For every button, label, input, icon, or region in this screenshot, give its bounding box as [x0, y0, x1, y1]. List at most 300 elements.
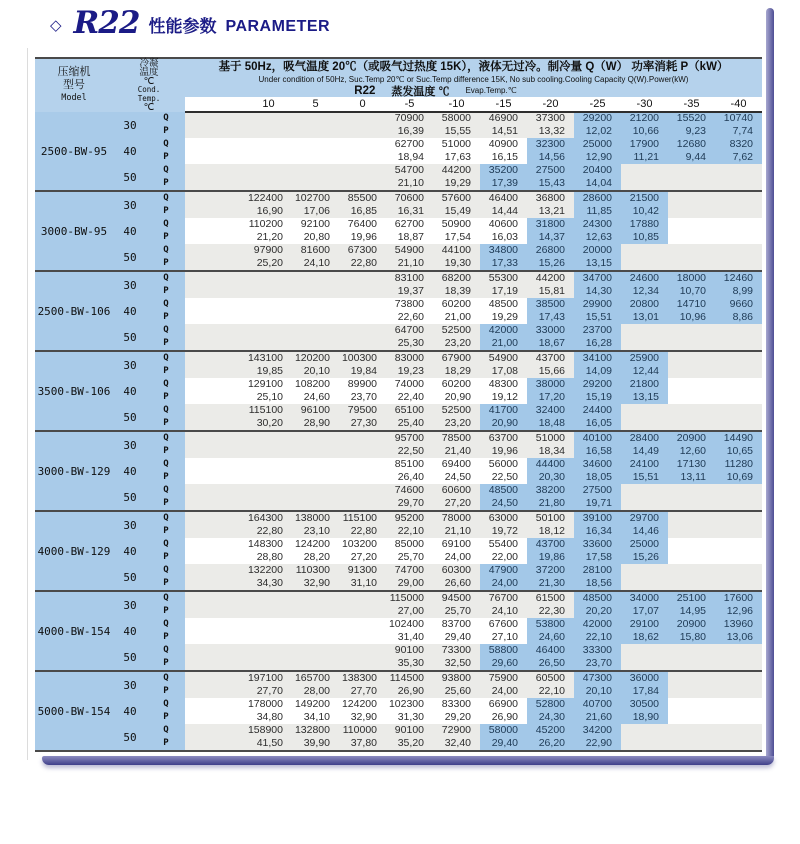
value-cell: 10,85 [621, 231, 668, 244]
value-cell [292, 445, 339, 458]
value-cell [245, 497, 292, 511]
value-cell: 22,10 [527, 685, 574, 698]
spacer-cell [185, 484, 245, 497]
value-cell [245, 631, 292, 644]
value-cell: 54900 [386, 244, 433, 257]
qp-row-label: Q [147, 351, 185, 365]
value-cell: 46400 [480, 191, 527, 205]
spacer-cell [185, 618, 245, 631]
value-cell: 31,10 [339, 577, 386, 591]
value-cell: 26800 [527, 244, 574, 257]
qp-row-label: Q [147, 644, 185, 657]
model-block [35, 351, 762, 431]
value-cell: 115100 [245, 404, 292, 417]
value-cell: 81600 [292, 244, 339, 257]
value-cell: 95200 [386, 511, 433, 525]
value-cell: 26,40 [397, 471, 424, 483]
value-cell: 13,15 [621, 391, 668, 404]
value-cell: 66900 [488, 698, 518, 710]
value-cell: 13,01 [621, 311, 668, 324]
value-cell: 28,20 [303, 551, 330, 563]
value-cell [292, 164, 339, 177]
cond-header-line: ℃ [143, 75, 155, 87]
qp-row-label: P [147, 577, 185, 591]
value-cell [245, 591, 292, 605]
qp-row-label: Q [147, 511, 185, 525]
value-cell: 32,50 [433, 657, 480, 671]
value-cell: 19,85 [245, 365, 292, 378]
value-cell: 51000 [527, 431, 574, 445]
value-cell: 58000 [480, 724, 527, 737]
value-cell: 18,62 [621, 631, 668, 644]
value-cell: 22,00 [491, 551, 518, 563]
model-name: 3000-BW-129 [35, 431, 113, 511]
value-cell: 11280 [715, 458, 762, 471]
value-cell: 35200 [480, 164, 527, 177]
value-cell: 16,85 [339, 205, 386, 218]
value-cell: 7,62 [715, 151, 762, 164]
value-cell: 32300 [527, 138, 574, 151]
spacer-cell [185, 551, 245, 564]
cond-temp-value: 50 [113, 564, 147, 591]
value-cell: 60200 [441, 298, 471, 310]
value-cell: 115100 [339, 511, 386, 525]
value-cell: 24,00 [480, 577, 527, 591]
value-cell: 21,00 [480, 337, 527, 351]
qp-row-label: Q [147, 271, 185, 285]
evap-temp-tick: -5 [404, 98, 415, 110]
spacer-cell [185, 177, 245, 191]
value-cell: 103200 [341, 538, 377, 550]
value-cell: 10,66 [621, 125, 668, 138]
value-cell [621, 644, 668, 657]
value-cell [668, 378, 715, 391]
value-cell: 60200 [441, 378, 471, 390]
value-cell [715, 497, 762, 511]
value-cell: 14,46 [621, 525, 668, 538]
value-cell: 12,90 [574, 151, 621, 164]
value-cell: 28400 [621, 431, 668, 445]
page-title [50, 5, 331, 41]
value-cell [715, 657, 762, 671]
value-cell [292, 298, 339, 311]
qp-row-label: Q [147, 431, 185, 445]
spacer-cell [185, 417, 245, 431]
data-row [35, 538, 762, 551]
value-cell: 108200 [294, 378, 330, 390]
qp-row-label: P [147, 551, 185, 564]
value-cell: 21800 [621, 378, 668, 391]
value-cell: 69100 [441, 538, 471, 550]
model-name: 4000-BW-154 [35, 591, 113, 671]
value-cell: 158900 [245, 724, 292, 737]
value-cell: 90100 [386, 644, 433, 657]
spacer-cell [185, 151, 245, 164]
value-cell [339, 151, 386, 164]
value-cell: 17130 [668, 458, 715, 471]
value-cell: 24,50 [480, 497, 527, 511]
value-cell: 73800 [394, 298, 424, 310]
value-cell [668, 685, 715, 698]
value-cell: 138300 [339, 671, 386, 685]
value-cell [668, 564, 715, 577]
value-cell: 96100 [292, 404, 339, 417]
cond-header-line: 温度 [139, 66, 159, 78]
value-cell: 21,10 [386, 177, 433, 191]
value-cell [668, 417, 715, 431]
value-cell: 20,90 [444, 391, 471, 403]
value-cell: 132200 [245, 564, 292, 577]
value-cell [715, 484, 762, 497]
param-table [35, 112, 762, 752]
qp-row-label: P [147, 391, 185, 404]
cond-temp-value: 40 [113, 618, 147, 644]
value-cell: 14490 [715, 431, 762, 445]
cond-temp-value: 40 [113, 138, 147, 164]
value-cell [245, 657, 292, 671]
value-cell: 148300 [247, 538, 283, 550]
value-cell: 83300 [441, 698, 471, 710]
value-cell: 24,10 [292, 257, 339, 271]
value-cell [292, 337, 339, 351]
model-block [35, 112, 762, 191]
value-cell [292, 112, 339, 125]
model-name: 2500-BW-106 [35, 271, 113, 351]
value-cell: 33000 [527, 324, 574, 337]
value-cell [292, 271, 339, 285]
value-cell [668, 391, 715, 404]
value-cell [621, 324, 668, 337]
cond-temp-value: 40 [113, 218, 147, 244]
value-cell [668, 231, 715, 244]
value-cell: 24,00 [480, 685, 527, 698]
value-cell: 16,28 [574, 337, 621, 351]
value-cell: 34,10 [303, 711, 330, 723]
qp-row-label: Q [147, 164, 185, 177]
value-cell: 70600 [386, 191, 433, 205]
value-cell: 18,39 [433, 285, 480, 298]
value-cell [715, 551, 762, 564]
data-row [35, 511, 762, 525]
value-cell: 12460 [715, 271, 762, 285]
value-cell: 68200 [433, 271, 480, 285]
value-cell [668, 205, 715, 218]
spacer-cell [185, 711, 245, 724]
value-cell [715, 164, 762, 177]
value-cell: 24300 [574, 218, 621, 231]
value-cell: 40700 [574, 698, 621, 711]
value-cell: 13,15 [574, 257, 621, 271]
value-cell: 102700 [292, 191, 339, 205]
value-cell [715, 577, 762, 591]
value-cell: 10,96 [668, 311, 715, 324]
value-cell [292, 591, 339, 605]
spacer-cell [185, 324, 245, 337]
value-cell [292, 151, 339, 164]
model-name: 2500-BW-95 [35, 112, 113, 191]
qp-row-label: Q [147, 618, 185, 631]
value-cell: 124200 [341, 698, 377, 710]
value-cell: 90100 [386, 724, 433, 737]
value-cell: 19,96 [480, 445, 527, 458]
value-cell: 40600 [488, 218, 518, 230]
value-cell: 60600 [433, 484, 480, 497]
value-cell: 22,90 [574, 737, 621, 751]
value-cell [668, 511, 715, 525]
value-cell: 28,90 [292, 417, 339, 431]
value-cell: 30,20 [245, 417, 292, 431]
value-cell: 24,60 [303, 391, 330, 403]
value-cell [668, 324, 715, 337]
value-cell: 132800 [292, 724, 339, 737]
data-row [35, 218, 762, 231]
value-cell: 18,87 [397, 231, 424, 243]
evap-temp-tick: -20 [542, 98, 559, 110]
value-cell [245, 285, 292, 298]
table-header [35, 57, 762, 112]
value-cell: 26,50 [527, 657, 574, 671]
value-cell: 83100 [386, 271, 433, 285]
qp-row-label: Q [147, 298, 185, 311]
value-cell: 23,20 [433, 337, 480, 351]
qp-row-label: P [147, 605, 185, 618]
value-cell: 14710 [668, 298, 715, 311]
value-cell [668, 577, 715, 591]
value-cell: 27,30 [339, 417, 386, 431]
qp-row-label: Q [147, 484, 185, 497]
value-cell [668, 551, 715, 564]
value-cell: 27,70 [339, 685, 386, 698]
value-cell: 36000 [621, 671, 668, 685]
value-cell: 40900 [488, 138, 518, 150]
value-cell: 63700 [480, 431, 527, 445]
value-cell: 24,30 [527, 711, 574, 724]
value-cell: 11,85 [574, 205, 621, 218]
value-cell [715, 417, 762, 431]
value-cell: 14,56 [527, 151, 574, 164]
value-cell [715, 404, 762, 417]
value-cell: 75900 [480, 671, 527, 685]
qp-row-label: Q [147, 698, 185, 711]
value-cell: 25900 [621, 351, 668, 365]
value-cell: 34,30 [245, 577, 292, 591]
value-cell: 76400 [347, 218, 377, 230]
value-cell: 17,08 [480, 365, 527, 378]
value-cell: 27,20 [350, 551, 377, 563]
value-cell: 19,30 [433, 257, 480, 271]
value-cell [621, 737, 668, 751]
spacer-cell [185, 404, 245, 417]
spacer-cell [185, 112, 245, 125]
value-cell: 24,10 [480, 605, 527, 618]
value-cell: 43700 [527, 538, 574, 551]
value-cell: 17,54 [444, 231, 471, 243]
value-cell: 18,48 [527, 417, 574, 431]
value-cell: 197100 [245, 671, 292, 685]
value-cell: 12,96 [715, 605, 762, 618]
value-cell [621, 484, 668, 497]
qp-row-label: P [147, 737, 185, 751]
value-cell: 12680 [668, 138, 715, 151]
value-cell [339, 484, 386, 497]
value-cell [668, 698, 715, 711]
value-cell [621, 177, 668, 191]
value-cell [245, 311, 292, 324]
value-cell: 28100 [574, 564, 621, 577]
value-cell: 22,60 [397, 311, 424, 323]
value-cell [715, 737, 762, 751]
spacer-cell [185, 737, 245, 751]
value-cell: 27,20 [433, 497, 480, 511]
value-cell: 11,21 [621, 151, 668, 164]
value-cell: 8320 [715, 138, 762, 151]
value-cell: 76700 [480, 591, 527, 605]
value-cell: 53800 [527, 618, 574, 631]
refrigerant-label: R22 [354, 84, 376, 97]
value-cell [621, 244, 668, 257]
value-cell: 22,50 [491, 471, 518, 483]
cond-temp-value: 50 [113, 244, 147, 271]
value-cell: 178000 [247, 698, 283, 710]
qp-row-label: P [147, 631, 185, 644]
value-cell: 43700 [527, 351, 574, 365]
value-cell: 18,67 [527, 337, 574, 351]
qp-row-label: P [147, 685, 185, 698]
value-cell: 29200 [574, 112, 621, 125]
value-cell [621, 657, 668, 671]
model-block [35, 431, 762, 511]
value-cell: 48500 [574, 591, 621, 605]
qp-row-label: Q [147, 458, 185, 471]
data-row [35, 484, 762, 497]
model-block [35, 591, 762, 671]
qp-row-label: Q [147, 218, 185, 231]
data-row [35, 244, 762, 257]
qp-row-label: P [147, 471, 185, 484]
cond-temp-value: 30 [113, 591, 147, 618]
value-cell: 7,74 [715, 125, 762, 138]
value-cell: 34700 [574, 271, 621, 285]
qp-row-label: Q [147, 404, 185, 417]
value-cell: 17,06 [292, 205, 339, 218]
value-cell: 48500 [488, 298, 518, 310]
value-cell: 41700 [480, 404, 527, 417]
value-cell [668, 337, 715, 351]
value-cell: 19,29 [491, 311, 518, 323]
cond-header-line: 冷凝 [139, 58, 159, 69]
value-cell: 33600 [574, 538, 621, 551]
value-cell: 120200 [292, 351, 339, 365]
qp-row-label: P [147, 445, 185, 458]
value-cell: 39,90 [292, 737, 339, 751]
value-cell: 110300 [292, 564, 339, 577]
qp-row-label: Q [147, 724, 185, 737]
value-cell [621, 164, 668, 177]
value-cell: 21,80 [527, 497, 574, 511]
value-cell [715, 525, 762, 538]
value-cell: 54900 [480, 351, 527, 365]
value-cell [715, 231, 762, 244]
value-cell [292, 471, 339, 484]
value-cell [245, 112, 292, 125]
value-cell: 22,80 [339, 257, 386, 271]
value-cell: 23,70 [574, 657, 621, 671]
value-cell [245, 605, 292, 618]
data-row [35, 591, 762, 605]
value-cell: 19,84 [339, 365, 386, 378]
value-cell [715, 685, 762, 698]
title-en: PARAMETER [225, 18, 331, 35]
value-cell: 110200 [248, 218, 283, 230]
value-cell: 14,51 [480, 125, 527, 138]
value-cell: 44100 [433, 244, 480, 257]
spacer-cell [185, 337, 245, 351]
value-cell [292, 644, 339, 657]
value-cell: 149200 [294, 698, 330, 710]
value-cell [621, 564, 668, 577]
condition-line-en: Under condition of 50Hz, Suc.Temp 20℃ or Suc.Temp difference 15K, No sub cooling.Cooling Capacity Q(W).Power(kW) [258, 75, 689, 84]
value-cell [715, 337, 762, 351]
value-cell [292, 311, 339, 324]
evap-temp-label-cn: 蒸发温度 ℃ [391, 85, 450, 98]
value-cell: 40100 [574, 431, 621, 445]
value-cell: 28,80 [256, 551, 283, 563]
value-cell [339, 591, 386, 605]
model-name: 3500-BW-106 [35, 351, 113, 431]
value-cell: 15,19 [574, 391, 621, 404]
data-row [35, 618, 762, 631]
value-cell [715, 538, 762, 551]
value-cell: 29,20 [444, 711, 471, 723]
evap-temp-tick: -15 [495, 98, 512, 110]
value-cell [339, 125, 386, 138]
value-cell: 13,21 [527, 205, 574, 218]
value-cell: 73300 [433, 644, 480, 657]
spacer-cell [185, 577, 245, 591]
value-cell: 110000 [339, 724, 386, 737]
qp-row-label: Q [147, 564, 185, 577]
data-row [35, 644, 762, 657]
value-cell: 14,37 [527, 231, 574, 244]
value-cell [668, 164, 715, 177]
data-row [35, 698, 762, 711]
value-cell: 50100 [527, 511, 574, 525]
value-cell [245, 471, 292, 484]
qp-row-label: P [147, 365, 185, 378]
model-block [35, 671, 762, 751]
value-cell [339, 311, 386, 324]
value-cell: 22,10 [386, 525, 433, 538]
value-cell: 48300 [488, 378, 518, 390]
evap-temp-tick: -35 [683, 98, 700, 110]
value-cell: 31,30 [397, 711, 424, 723]
spacer-cell [185, 298, 245, 311]
data-row [35, 671, 762, 685]
value-cell: 29700 [621, 511, 668, 525]
value-cell: 12,60 [668, 445, 715, 458]
spacer-cell [185, 511, 245, 525]
value-cell: 10,70 [668, 285, 715, 298]
value-cell: 18,90 [621, 711, 668, 724]
value-cell [292, 618, 339, 631]
value-cell: 20,10 [292, 365, 339, 378]
value-cell: 67600 [488, 618, 518, 630]
value-cell: 78500 [433, 431, 480, 445]
value-cell [668, 191, 715, 205]
value-cell: 12,44 [621, 365, 668, 378]
value-cell: 16,34 [574, 525, 621, 538]
value-cell: 19,37 [386, 285, 433, 298]
